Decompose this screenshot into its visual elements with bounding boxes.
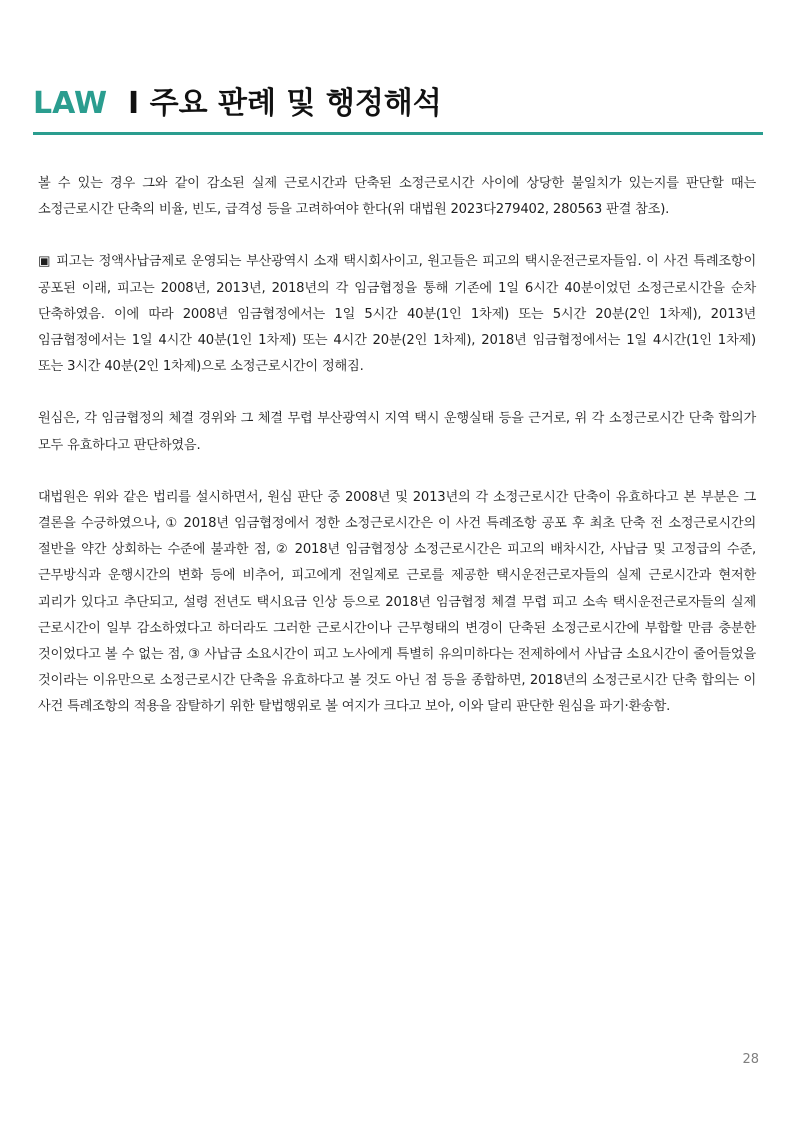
paragraph [38,249,756,380]
document-body [38,171,756,747]
paragraph-text: 볼 수 있는 경우 그와 같이 감소된 실제 근로시간과 단축된 소정근로시간 사이에 상당한 불일치가 있는지를 판단할 때는 소정근로시간 단축의 비율, 빈도, 급격성 등을 고려하여야 한다(위 대법원 2023다279402, 280563 판결 참조). [38,176,756,218]
paragraph [38,171,756,223]
paragraph-text: 대법원은 위와 같은 법리를 설시하면서, 원심 판단 중 2008년 및 2013년의 각 소정근로시간 단축이 유효하다고 본 부분은 그 결론을 수긍하였으나, ① 2018년 임금협정에서 정한 소정근로시간은 이 사건 특례조항 공포 후 최초 단축 전 소정근로시간의 절반을 약간 상회하는 수준에 불과한 점, ② 2018년 임금협정상 소정근로시간은 피고의 배차시간, 사납금 및 고정급의 수준, 근무방식과 운행시간의 변화 등에 비추어, 피고에게 전일제로 근로를 제공한 택시운전근로자들의 실제 근로시간과 현저한 괴리가 있다고 추단되고, 설령 전년도 택시요금 인상 등으로 2018년 임금협정 체결 무렵 피고 소속 택시운전근로자들의 실제 근로시간이 일부 감소하였다고 하더라도 그러한 근로시간이나 근무형태의 변경이 단축된 소정근로시간에 부합할 만큼 충분한 것이었다고 볼 수 없는 점, ③ 사납금 소요시간이 피고 노사에게 특별히 유의미하다는 전제하에서 사납금 소요시간이 줄어들었을 것이라는 이유만으로 소정근로시간 단축을 유효하다고 볼 것도 아닌 점 등을 종합하면, 2018년의 소정근로시간 단축 합의는 이 사건 특례조항의 적용을 잠탈하기 위한 탈법행위로 볼 여지가 크다고 보아, 이와 달리 판단한 원심을 파기·환송함. [38,489,756,715]
square-bullet-icon: ▣ [38,254,51,270]
paragraph [38,406,756,458]
page-title: I 주요 판례 및 행정해석 [128,86,442,121]
header-divider [33,132,763,135]
section-label: LAW [33,86,108,121]
page-header [33,84,763,134]
page-number: 28 [742,1052,759,1067]
paragraph-text: 피고는 정액사납금제로 운영되는 부산광역시 소재 택시회사이고, 원고들은 피고의 택시운전근로자들임. 이 사건 특례조항이 공포된 이래, 피고는 2008년, 2013년, 2018년의 각 임금협정을 통해 기존에 1일 6시간 40분이었던 소정근로시간을 순차 단축하였음. 이에 따라 2008년 임금협정에서는 1일 5시간 40분(1인 1차제) 또는 5시간 20분(2인 1차제), 2013년 임금협정에서는 1일 4시간 40분(1인 1차제) 또는 4시간 20분(2인 1차제), 2018년 임금협정에서는 1일 4시간(1인 1차제) 또는 3시간 40분(2인 1차제)으로 소정근로시간이 정해짐. [38,254,756,375]
paragraph-text: 원심은, 각 임금협정의 체결 경위와 그 체결 무렵 부산광역시 지역 택시 운행실태 등을 근거로, 위 각 소정근로시간 단축 합의가 모두 유효하다고 판단하였음. [38,411,756,453]
paragraph [38,485,756,721]
